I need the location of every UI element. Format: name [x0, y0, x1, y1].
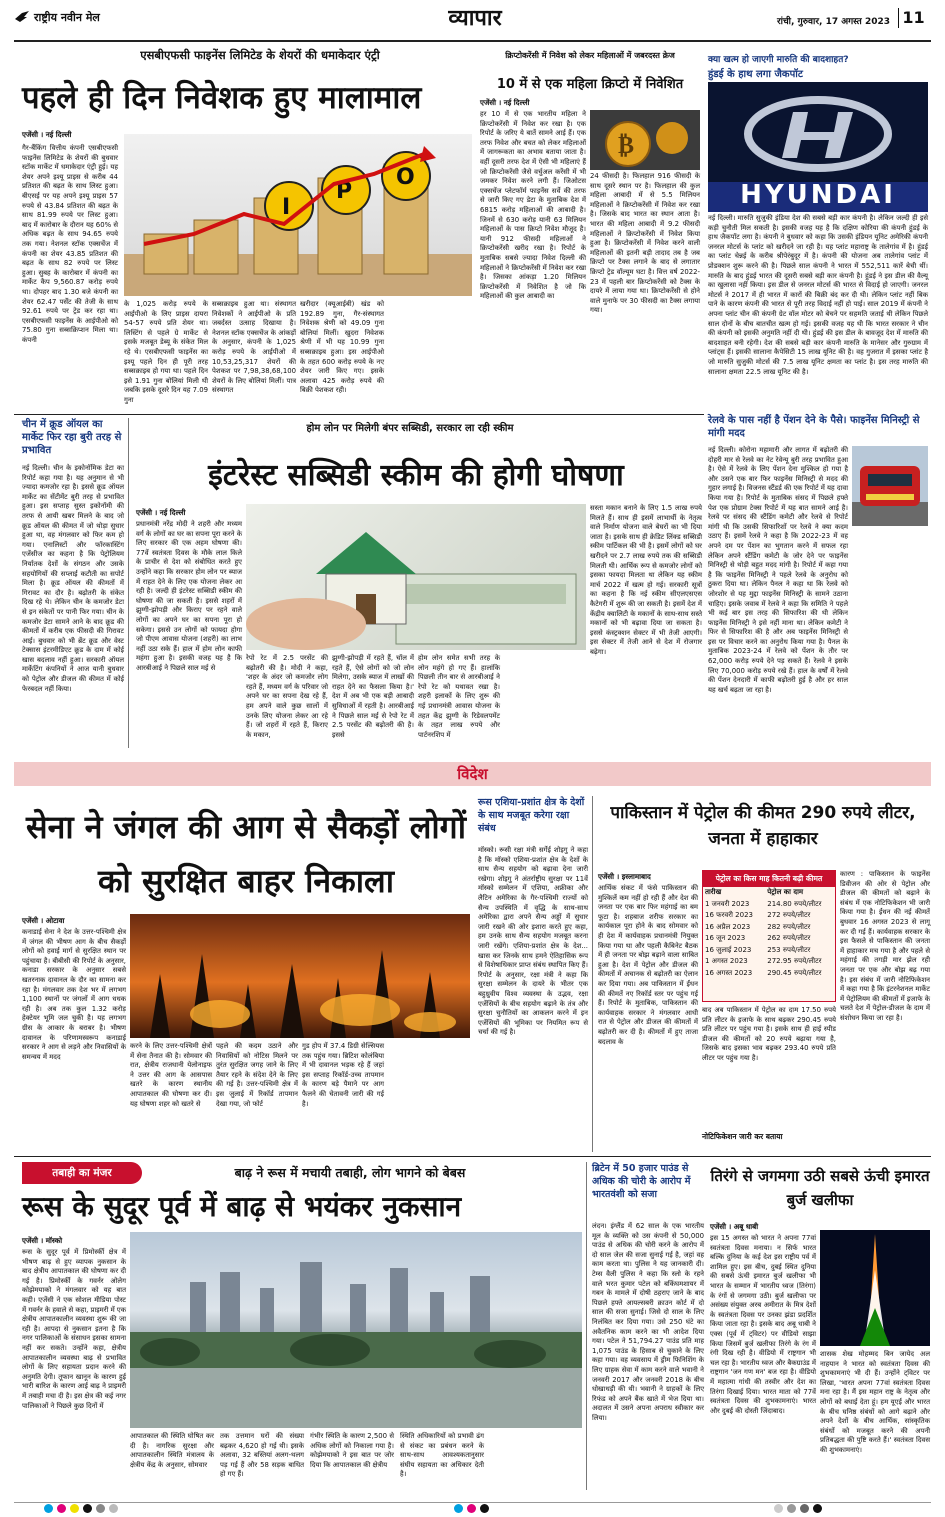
russia-asia-body: मॉस्को। रूसी रक्षा मंत्री सर्गेई शोइगु ने कहा है कि मॉस्को एशिया-प्रशांत क्षेत्र के देशों के साथ सैन्य सहयोग को बढ़ावा देना जारी रखेगा। शोइगु ने अंतर्राष्ट्रीय सुरक्षा पर 11वें मॉस्को सम्मेलन में एशिया, अफ्रीका और लैटिन अमेरिका के गैर-पश्चिमी राज्यों को सैन्य उपस्थिति में वृद्धि के साथ-साथ अमेरिका द्वारा अपने सैन्य अड्डों में सुधार जारी रखने की ओर इशारा करते हुए कहा, हम उनके साथ सैन्य सहयोग मजबूत करना जारी रखेंगे। एशिया-प्रशांत क्षेत्र के देश... खास कर जिनके साथ हमने ऐतिहासिक रूप से विशेषाधिकार प्राप्त संबंध स्थापित किए हैं। रिपोर्ट के अनुसार, रक्षा मंत्री ने कहा कि सुरक्षा सम्मेलन के दायरे के भीतर एक बहुध्रुवीय विश्व व्यवस्था के उद्भव, रक्षा एजेंसियों के बीच सहयोग बढ़ाने के तंत्र और सुरक्षा चुनौतियों का आकलन करने में इन एजेंसियों की भूमिका पर नियमित रूप से चर्चा की गई है।: [478, 846, 591, 1037]
row-date: 1 जनवरी 2023: [705, 899, 750, 908]
railway-body: नई दिल्ली। कोरोना महामारी और लागत में बढ़ोतरी की दोहरी मार से रेलवे का नेट रेवेन्यू बुरी तरह प्रभावित हुआ है। ऐसे में रेलवे के लिए पेंशन देना मुश्किल हो गया है और उसने एक बार फिर फाइनेंस मिनिस्ट्री से मदद की गुहार लगाई है। विजनस स्टैंडर्ड की एक रिपोर्ट में यह दावा किया गया है। रिपोर्ट के मुताबिक संसद में पिछले हफ्ते पेश एक प्रोग्राम टेक्स रिपोर्ट में यह बात सामने आई है। रेलवे पर संसद की स्टैंडिंग कमेटी और रेलवे से रिपोर्ट मांगी थी कि उसकी सिफारिशों पर रेलवे ने क्या कदम उठाए हैं। इसमें रेलवे ने कहा है कि 2022-23 में वह अपने दम पर पेंशन का भुगतान करने में सफल रहा लेकिन अपने स्टैंडिंग कमेटी के जोर देने पर फाइनेंस मिनिस्ट्री से थोड़ी बहुत मदद मांगी है। रिपोर्ट में कहा गया है कि फाइनेंस मिनिस्ट्री ने पहले रेलवे के अनुरोध को ठुकरा दिया था। लेकिन पैनल ने कहा था कि रेलवे को जोरशोर से यह मुद्दा फाइनेंस मिनिस्ट्री के सामने उठाना चाहिए। इसके जवाब में रेलवे ने कहा कि समिति ने पहले भी कई बार इस तरह की सिफारिश की थी लेकिन फाइनेंस मिनिस्ट्री ने इसे नहीं माना था। लेकिन कमेटी ने फिर से सिफारिश की है और अब फाइनेंस मिनिस्ट्री से इस पर विचार करने का अनुरोध किया गया है। पैनल के मुताबिक 2023-24 में रेलवे को पेंशन के तौर पर 62,000 करोड़ रुपये देने पड़ सकते हैं। रेलवे ने इसके लिए 70,000 करोड़ रुपये रखे हैं। हाल के वर्षों में रेलवे की पेंशन देनदारी में काफी बढ़ोतरी हुई है और हर साल यह खर्च बढ़ता जा रहा है।: [708, 446, 851, 694]
flood-col4: गंभीर स्थिति के कारण 2,500 से अधिक लोगों को निकाला गया है। कोझेमयाको ने इस बात पर जोर दिया कि आपातकाल की क्षेत्रीय: [310, 1432, 397, 1469]
wildfire-headline: सेना ने जंगल की आग से सैकड़ों लोगों को सुरक्षित बाहर निकाला: [25, 808, 466, 900]
row-date: 16 जून 2023: [705, 934, 746, 943]
sbfc-byline: एजेंसी । नई दिल्ली: [22, 130, 72, 139]
homeloan-col2: रेपो रेट में 2.5 परसेंट की बढ़ोतरी की है। मोदी ने कहा, 'शहर के अंदर जो कमजोर लोग रहते हैं, मध्यम वर्ग के परिवार जो अपने घर का सपना देख रहे हैं, हम अपने वाले कुछ सालों में उनके लिए योजना लेकर आ रहे हैं। जो शहरों में रहते हैं, किराए के मकान,: [246, 654, 331, 739]
wildfire-col1: कनाडाई सेना ने देश के उत्तर-पश्चिमी क्षेत्र में जंगल की भीषण आग के बीच सैकड़ों लोगों को हवाई मार्ग से सुरक्षित स्थान पर पहुंचाया है। बीबीसी की रिपोर्ट के अनुसार, कनाडा सरकार के अनुसार सबसे खतरनाक दावानल के दौर का सामना कर रहा है। मंगलवार तक देश भर में लगभग 1,100 स्थानों पर जंगलों में आग धधक रही है। अब तक कुल 1.32 करोड़ हेक्टेयर भूमि जल चुकी है। यह लगभग ग्रीस के आकार के बराबर है। भीषण दावानल के परिणामस्वरूप कनाडाई सरकार ने आग से लड़ने और निवासियों के समन्वय में मदद: [22, 928, 129, 1061]
table-title: पेट्रोल का किस माह कितनी बढ़ी कीमत: [703, 871, 835, 887]
paper-name: राष्ट्रीय नवीन मेल: [34, 10, 100, 24]
color-swatches: [44, 1498, 244, 1508]
row-price: 272.95 रुपये/लीटर: [767, 957, 822, 966]
page-number: 11: [898, 8, 928, 28]
house-money-image: [246, 504, 586, 650]
row-price: 282 रुपये/लीटर: [767, 922, 811, 931]
crypto-headline: 10 में से एक महिला क्रिप्टो में निवेशित: [496, 77, 684, 92]
pakistan-col2: बाद अब पाकिस्तान में पेट्रोल का दाम 17.50 रुपये प्रति लीटर के इजाफे के साथ बढ़कर 290.45 रुपये प्रति लीटर पर पहुंच गया है। इसके साथ ही हाई स्पीड डीजल की कीमतों को 20 रुपये बढ़ाया गया है, जिसके बाद इसका भाव बढ़कर 293.40 रुपये प्रति लीटर पर पहुंच गया है।: [702, 1006, 839, 1062]
dateline: रांची, गुरुवार, 17 अगस्त 2023: [776, 17, 890, 27]
sbfc-col4: खरीदार (क्यूआईबी) खंड को 192.89 गुना, गैर-संस्थागत निवेशक श्रेणी को 49.09 गुना बोलियां मिलीं। खुदरा निवेशक श्रेणी में भी यह 10.99 गुना सब्सक्राइब हुआ। इस आईपीओ के तहत 600 करोड़ रुपये के नए शेयर जारी किए गए। इसके अलावा 425 करोड़ रुपये की बिक्री पेशकश रही।: [300, 300, 387, 395]
row-price: 262 रुपये/लीटर: [767, 934, 811, 943]
crypto-kicker: क्रिप्टोकरेंसी में निवेश को लेकर महिलाओं में जबरदस्त क्रेज: [505, 51, 675, 60]
wildfire-col3: पहले की कदम उठाने और निवासियों को नोटिस मिलने पर तुरंत सुरक्षित जगह जाने के लिए तैयार रहने के संदेश देने के लिए की गई है। उत्तर-पश्चिमी क्षेत्र में इस जुलाई में रिकॉर्ड तापमान देखा गया, जो फोर्ट: [216, 1042, 301, 1108]
col-header-price: पेट्रोल का दाम: [767, 888, 804, 897]
britain-body: लंदन। इंग्लैंड में 62 साल के एक भारतीय मूल के व्यक्ति को उस कंपनी से 50,000 पाउंड से अधिक की चोरी करने के आरोप में दो साल जेल की सजा सुनाई गई है, जहां वह काम करता था। पुलिस ने यह जानकारी दी। टेम्स वैली पुलिस ने कहा कि स्लो के रहने वाले भरत कुमार पटेल को बकिंघमशायर में गबन के मामले में दोषी ठहराए जाने के बाद पिछले हफ्ते आयल्सबरी क्राउन कोर्ट में दो साल की सजा सुनाई। जिसे दो साल के लिए निलंबित कर दिया गया। उसे 250 घंटे का अवैतनिक काम करने का भी आदेश दिया गया। पटेल ने 51,794.27 पाउंड प्रति माह 1,075 पाउंड के हिसाब से चुकाने के लिए कहा गया। वह व्यवसाय में ड्रीम फिनिशिंग के लिए ग्राहक सेवा में काम करने वाले भवानी ने जनवरी 2017 और जनवरी 2018 के बीच धोखाधड़ी की थी। भवानी ने ग्राहकों के लिए रिफंड को अपने बैंक खाते में भेज दिया था। अदालत में उसने अपना अपराध स्वीकार कर लिया।: [592, 1222, 707, 1422]
svg-text:P: P: [336, 179, 353, 204]
pakistan-subhead: नोटिफिकेशन जारी कर बताया: [702, 1132, 783, 1141]
sbfc-headline: पहले ही दिन निवेशक हुए मालामाल: [22, 80, 422, 116]
hyundai-headline: हुंडई के हाथ लगा जैकपॉट: [708, 69, 803, 80]
hyundai-image: [708, 82, 928, 212]
footer-registration: [14, 1494, 931, 1512]
row-price: 290.45 रुपये/लीटर: [767, 968, 822, 977]
row-price: 214.80 रुपये/लीटर: [767, 899, 822, 908]
section-title: व्यापार: [448, 5, 502, 31]
flood-byline: एजेंसी । मॉस्को: [22, 1236, 63, 1245]
homeloan-col5: सस्ता मकान बनाने के लिए 1.5 लाख रुपये मिलते हैं। साथ ही इसमें लाभार्थी के नेतृत्व वाले निर्माण योजना वाले बेघरों का भी दिया जाता है। इसके साथ ही क्रेडिट लिंक्ड सब्सिडी स्कीम पार्टिकल की भी है। इसमें लोगों को घर खरीदने पर 2.7 लाख रुपये तक की सब्सिडी मिलती थी। आर्थिक रूप से कमजोर लोगों को इसका फायदा मिलता था लेकिन यह स्कीम मार्च 2022 में खत्म हो गई। सरकारी सूत्रों का कहना है कि नई स्कीम सीएलएसएस कैटेगरी में शुरू की जा सकती है। इसमें देश में केंद्रीय क्वालिटी के मकानों के साथ-साथ सस्ते मकानों को भी बढ़ावा दिया जा सकता है। इससे कंस्ट्रक्शन सेक्टर में भी तेजी आएगी। इस सेक्टर में तेजी आने से देश में रोजगार बढ़ेगा।: [590, 504, 705, 656]
flood-col2: आपातकाल की स्थिति घोषित कर दी है। नागरिक सुरक्षा और आपातकालीन स्थिति मंत्रालय के क्षेत्रीय केंद्र के अनुसार, सोमवार: [130, 1432, 217, 1469]
crypto-col1: हर 10 में से एक भारतीय महिला ने क्रिप्टोकरेंसी में निवेश कर रखा है। एक रिपोर्ट के जरिए ये बातें सामने आई हैं। एक तरफ निवेश और बचत को लेकर महिलाओं में जागरूकता का अभाव बताया जाता है। वहीं दूसरी तरफ देश में ऐसी भी महिलाएं हैं जो क्रिप्टोकरेंसी जैसे वर्चुअल करेंसी में भी जमकर निवेश करने लगी हैं। जिओटस एक्सचेंज प्लेटफॉर्म फाइनेंस सर्वे की तरफ से जारी किए गए डेटा के मुताबिक देश में 6815 करोड़ महिलाओं की आबादी है। जिनमें से 630 करोड़ यानी 63 मिलियन महिलाओं के पास क्रिप्टो निवेश मौजूद है। यानी 912 फीसदी महिलाओं ने क्रिप्टोकरेंसी खरीद रखा है। रिपोर्ट के मुताबिक सबसे ज्यादा निवेश दिल्ली की महिलाओं ने क्रिप्टोकरेंसी में निवेश कर रखा है। जिसका आंकड़ा 1.20 मिलियन क्रिप्टोकरेंसी में निवेशित है जो कि महिलाओं की कुल आबादी का: [480, 110, 589, 301]
flood-headline: रूस के सुदूर पूर्व में बाढ़ से भयंकर नुकसान: [22, 1190, 462, 1223]
pakistan-byline: एजेंसी । इस्लामाबाद: [598, 872, 651, 881]
hyundai-kicker: क्या खत्म हो जाएगी मारुति की बादशाहत?: [708, 55, 849, 65]
ipo-image: [124, 134, 472, 296]
crypto-byline: एजेंसी । नई दिल्ली: [480, 98, 530, 107]
hyundai-logo-text: HYUNDAI: [740, 180, 896, 210]
table-row: [703, 956, 835, 968]
hyundai-body: नई दिल्ली। मारुति सुजुकी इंडिया देश की सबसे बड़ी कार कंपनी है। लेकिन जल्दी ही इसे कड़ी चुनौती मिल सकती है। इसकी वजह यह है कि दक्षिण कोरिया की कंपनी हुंडई के हाथ जैकपॉट लगा है। कंपनी ने बुधवार को कहा कि उसकी इंडियन यूनिट अमेरिकी कंपनी जनरल मोटर्स के प्लांट को खरीदने जा रही है। यह प्लांट महाराष्ट्र के तालेगांव में है। हुंडई का प्लांट चेन्नई के करीब श्रीपेरंबुदूर में है। कंपनी की योजना अब तालेगांव प्लांट में प्रोडक्शन शुरू करने की है। पिछले साल कंपनी ने भारत में 552,511 कारें बेची थीं। मारुति के बाद हुंडई भारत की दूसरी सबसे बड़ी कार कंपनी है। हुंडई ने इस डील की वैल्यू का खुलासा नहीं किया। इस डील से जनरल मोटर्स की भारत से विदाई हो जाएगी। जनरल मोटर्स ने 2017 में ही भारत में कारों की बिक्री बंद कर दी थी। लेकिन प्लांट नहीं बिक पाने के कारण कंपनी की भारत से पूरी तरह विदाई नहीं हो पाई। साल 2019 में कंपनी ने अपना प्लांट चीन की कंपनी ग्रेट वॉल मोटर को बेचने पर सहमति जताई थी लेकिन पिछले साल दोनों के बीच बातचीत खत्म हो गई। इसकी वजह यह थी कि भारत सरकार ने चीन की कंपनी को इसकी अनुमति नहीं दी थी। हुंडई की इस डील के बावजूद देश में मारुति की बादशाहत बनी रहेगी। देश की सबसे बड़ी कार कंपनी मारुति के मानेसर और गुरुग्राम में प्लांट्स हैं। इसकी सालाना कैपेसिटी 15 लाख यूनिट की है। वह गुजरात में इसका प्लांट है जो मारुति सुजुकी मोटर्स की 7.5 लाख यूनिट क्षमता का प्लांट है। इस तरह मारुति की सालाना क्षमता 22.5 लाख यूनिट की है।: [708, 214, 931, 376]
burj-col1: इस 15 अगस्त को भारत ने अपना 77वां स्वतंत्रता दिवस मनाया। न सिर्फ भारत बल्कि दुनिया के कई देश इस राष्ट्रीय पर्व में शामिल हुए। इस बीच, दुबई स्थित दुनिया की सबसे ऊंची इमारत बुर्ज खलीफा भी भारत के सम्मान में भारतीय ध्वज (तिरंगा) के रंगों से जगमगा उठी। बुर्ज खलीफा पर असंख्य संयुक्त अरब अमीरात के मित्र देशों के स्वतंत्रता दिवस पर उनका झंडा प्रदर्शित किया जाता रहा है। इसके बाद अबू धाबी ने एक्स (पूर्व में ट्विटर) पर वीडियो साझा किया जिसमें बुर्ज खलीफा तिरंगे के रंग में रंगी दिख रही है। वीडियो में राष्ट्रगान भी चल रहा है। भारतीय ध्वज और बैकग्राउंड में राष्ट्रगान 'जन गण मन' बज रहा है। वीडियो में महात्मा गांधी की तस्वीर और देश का तिरंगा दिखाई दिया। भारत माता को 77वें स्वतंत्रता दिवस की शुभकामनाएं। भारत और दुबई की दोस्ती जिंदाबाद।: [710, 1234, 819, 1415]
flood-kicker: बाढ़ ने रूस में मचायी तबाही, लोग भागने को बेबस: [234, 1165, 466, 1180]
col-header-date: तारीख: [705, 888, 722, 897]
videsh-band: [14, 762, 931, 786]
flood-tag: [22, 1162, 142, 1184]
flood-col1: रूस के सुदूर पूर्व में प्रिमोर्स्की क्षेत्र में भीषण बाढ़ से हुए व्यापक नुकसान के बाद क्षेत्रीय आपातकाल की घोषणा कर दी गई है। प्रिमोर्स्की के गवर्नर ओलेग कोझेमयाको ने मंगलवार को यह बात कही। एजेंसी ने एक सोशल मीडिया पोस्ट में गवर्नर के हवाले से कहा, प्राइमरी में एक क्षेत्रीय आपातकालीन व्यवस्था शुरू की जा रही है। आपदा से नुकसान इतना है कि नगर पालिकाओं के संसाधन इसका सामना नहीं कर सकते। उन्होंने कहा, क्षेत्रीय आपातकालीन व्यवस्था बाढ़ से प्रभावित लोगों के लिए सहायता प्रदान करने की अनुमति देगी। तूफान खानून के कारण हुई भारी बारिश के कारण आई बाढ़ ने प्राइमरी में तबाही मचा दी है। इस क्षेत्र की कई नगर पालिकाओं ने पिछले कुछ दिनों में: [22, 1248, 129, 1410]
sbfc-col2: के 1,025 करोड़ रुपये के आईपीओ के लिए प्राइस दायरा 54-57 रुपये प्रति शेयर था। लिस्टिंग से पहले ग्रे मार्केट से इसके मजबूत डेब्यू के संकेत मिल रहे थे। एसबीएफसी फाइनेंस का इश्यू पहले दिन ही पूरी तरह सब्सक्राइब हो गया था। पहले दिन इसे 1.91 गुना बोलियां मिली थी जबकि इसके दूसरे दिन यह 7.09 गुना: [124, 300, 211, 404]
table-row: [703, 910, 835, 922]
videsh-label: विदेश: [457, 765, 488, 783]
sbfc-col1: गैर-बैंकिंग वित्तीय कंपनी एसबीएफसी फाइनेंस लिमिटेड के शेयरों की बुधवार स्टॉक मार्केट में धमाकेदार एंट्री हुई। यह शेयर अपने इश्यू प्राइस से करीब 44 प्रतिशत की बढ़त के साथ लिस्ट हुआ। बीएसई पर यह अपने इश्यू प्राइस 57 रुपये से 43.84 प्रतिशत की बढ़त के साथ 81.99 रुपये पर लिस्ट हुआ। बाद में कारोबार के दौरान यह 60% से अधिक बढ़त के साथ 94.65 रुपये तक गया। नेशनल स्टॉक एक्सचेंज में कंपनी का शेयर 43.85 प्रतिशत की बढ़त के साथ 82 रुपये पर लिस्ट हुआ। सुबह के कारोबार में कंपनी का मार्केट कैप 9,560.87 करोड़ रुपये था। दोपहर बाद 1.30 बजे कंपनी का शेयर 62.47 पर्सेंट की तेजी के साथ 92.61 रुपये पर ट्रेड कर रहा था। एसबीएफसी फाइनेंस के आईपीओ को 75.80 गुना सब्सक्रिप्शन मिला था। कंपनी: [22, 144, 121, 344]
table-row: [703, 968, 835, 980]
homeloan-kicker: होम लोन पर मिलेगी बंपर सब्सिडी, सरकार ला रही स्कीम: [306, 423, 514, 434]
homeloan-col3: झुग्गी-झोपड़ी में रहते हैं, चॉल में रहते हैं, ऐसे लोगों को जो लोन मिलेगा, उसके ब्याज में लाखों की राहत देने का फैसला किया है।' देश में अब भी एक बड़ी आबादी सुविधाओं में रहती है। आरबीआई ने पिछले साल मई से रेपो रेट में 2.5 परसेंट की बढ़ोतरी की है। इससे: [332, 654, 417, 739]
burj-headline: तिरंगे से जगमगा उठी सबसे ऊंची इमारत बुर्ज खलीफा: [710, 1167, 930, 1209]
wildfire-byline: एजेंसी । ओटावा: [22, 916, 65, 925]
row-date: 1 अगस्त 2023: [705, 957, 748, 966]
train-image: [852, 446, 928, 526]
table-row: [703, 945, 835, 957]
row-date: 16 अगस्त 2023: [705, 968, 753, 977]
color-swatches-right: [774, 1498, 924, 1508]
color-swatches-center: [454, 1498, 514, 1508]
bird-logo-icon: [14, 10, 30, 24]
svg-text:I: I: [282, 195, 291, 220]
sbfc-col5-cont: [388, 300, 472, 410]
crude-headline: चीन में क्रूड ऑयल का मार्केट फिर रहा बुरी तरह से प्रभावित: [22, 419, 122, 456]
table-row: [703, 899, 835, 911]
pakistan-col3: कारण : पाकिस्तान के फाइनेंस डिवीजन की ओर से पेट्रोल और डीजल की कीमतों को बढ़ाने के संबंध में एक नोटिफिकेशन भी जारी किया गया है। ईंधन की नई कीमतें बुधवार 16 अगस्त 2023 से लागू कर दी गई हैं। कार्यवाहक सरकार के इस फैसले से पाकिस्तान की जनता में हाहाकार मच गया है और पहले से महंगाई की तगड़ी मार झेल रही जनता पर एक और बोझ बढ़ गया है। इस संबंध में जारी नोटिफिकेशन में कहा गया है कि इंटरनेशनल मार्केट में पेट्रोलियम की कीमतों में इजाफे के चलते देश में पेट्रोल-डीजल के दाम में संशोधन किया जा रहा है।: [840, 870, 933, 1022]
row-price: 253 रुपये/लीटर: [767, 945, 811, 954]
row-price: 272 रुपये/लीटर: [767, 911, 811, 920]
wildfire-col4: गुड होप में 37.4 डिग्री सेल्सियस तक पहुंच गया। ब्रिटिश कोलंबिया में भी दावानल भड़क रहे हैं जहां इस सप्ताह रिकॉर्ड-उच्च तापमान के कारण बड़े पैमाने पर आग फैलने की चेतावनी जारी की गई है।: [302, 1042, 387, 1108]
homeloan-byline: एजेंसी । नई दिल्ली: [136, 508, 186, 517]
crude-body: नई दिल्ली। चीन के इकोनॉमिक डेटा का रिपोर्ट कहा गया है। यह अनुमान से भी ज्यादा कमजोर रहा है। इससे क्रूड ऑयल मार्केट का सेंटीमेंट बुरी तरह से प्रभावित हुआ। इस सप्ताह सुस्त इकोनॉमी की तरफ से आयी खबर मिलने के बाद जो क्रूड ऑयल की कीमत में जो थोड़ा सुधार हुआ था, वह मंगलवार को फिर कम हो गया। एनालिस्टों और फॉरकास्टिंग एजेंसीज का कहना है कि पेट्रोलियम निर्यातक देशों के संगठन और उसके सहयोगियों की सप्लाई कटौती का सपोर्ट मिला है। क्रूड ऑयल की कीमतों में गिरावट का दौर है। बढ़ोतरी के संकेत दिख रहे थे। लेकिन चीन के कमजोर डेटा से इन संकेतों पर पानी फिर गया। चीन के कमजोर डेटा सामने आने के बाद क्रूड की कीमतों में करीब एक फीसदी की गिरावट आई। बुधवार को भी ब्रेंट क्रूड और वेस्ट टेक्सास इंटरमीडिएट क्रूड के दाम में कोई खास बदलाव नहीं हुआ। सरकारी ऑयल मार्केटिंग कंपनियों ने आज यानी बुधवार को पेट्रोल और डीजल की कीमत में कोई फेरबदल नहीं किया।: [22, 464, 127, 693]
row-date: 16 जुलाई 2023: [705, 945, 752, 954]
row-date: 16 अप्रैल 2023: [705, 922, 751, 931]
masthead: [0, 0, 945, 44]
pakistan-col1: आर्थिक संकट में फंसे पाकिस्तान की मुश्किलें कम नहीं हो रही हैं और देश की जनता पर एक बार फिर महंगाई का बम फूटा है। शहबाज शरीफ सरकार का कार्यकाल पूरा होने के बाद सोमवार को ही देश में कार्यवाहक प्रधानमंत्री नियुक्त किया गया था और पहली कैबिनेट बैठक में ही जनता पर बोझ बढ़ाने वाला साबित हुआ है। देश में पेट्रोल और डीजल की कीमतों में अचानक से बढ़ोतरी का ऐलान कर दिया गया। अब पाकिस्तान में ईंधन की कीमतें नए रिकॉर्ड स्तर पर पहुंच गई हैं। रिपोर्ट के मुताबिक, पाकिस्तान की कार्यवाहक सरकार ने मंगलवार आधी रात से पेट्रोल और डीजल की कीमतों में बढ़ोतरी कर दी है। कीमतों में हुए ताजा बदलाव के: [598, 884, 701, 1046]
wildfire-col5: [388, 1042, 470, 1150]
crypto-col2: 24 फीसदी है। फिलहाल 916 फीसदी के साथ दूसरे स्थान पर है। फिलहाल की कुल महिला आबादी में से 5.5 मिलियन महिलाओं ने क्रिप्टोकरेंसी में निवेश कर रखा है। जिसके बाद भारत का स्थान आता है। भारत की महिला आबादी में 9.2 फीसदी महिलाओं ने क्रिप्टोकरेंसी में निवेश किया हुआ है। क्रिप्टोकरेंसी में निवेश करने वाली महिलाओं की इतनी बड़ी तादाद तब है जब क्रिप्टो पर टैक्स लगाने के बाद से लगातार क्रिप्टो ट्रेड वॉल्यूम घटा है। वित्त वर्ष 2022-23 में पहली बार क्रिप्टोकरेंसी को टैक्स के दायरे में लाया गया था। क्रिप्टोकरेंसी से होने वाले मुनाफे पर 30 फीसदी का टैक्स लगाया गया।: [590, 172, 703, 315]
row-date: 16 फरवरी 2023: [705, 911, 753, 920]
russia-asia-headline: रूस एशिया-प्रशांत क्षेत्र के देशों के साथ मजबूत करेगा रक्षा संबंध: [478, 797, 585, 834]
crypto-image: [590, 110, 700, 170]
svg-text:O: O: [396, 165, 415, 190]
petrol-price-table: [702, 870, 836, 1002]
sbfc-kicker: एसबीएफसी फाइनेंस लिमिटेड के शेयरों की धमाकेदार एंट्री: [140, 48, 380, 62]
railway-headline: रेलवे के पास नहीं है पेंशन देने के पैसे। फाइनेंस मिनिस्ट्री से मांगी मदद: [708, 415, 920, 439]
paper-logo: [14, 6, 194, 28]
homeloan-headline: इंटरेस्ट सब्सिडी स्कीम की होगी घोषणा: [208, 458, 624, 493]
britain-headline: ब्रिटेन में 50 हजार पाउंड से अधिक की चोरी के आरोप में भारतवंशी को सजा: [592, 1163, 691, 1200]
svg-text:₿: ₿: [618, 131, 635, 159]
forest-fire-image: [130, 914, 470, 1038]
homeloan-col1: प्रधानमंत्री नरेंद्र मोदी ने शहरी और मध्यम वर्ग के लोगों का घर का सपना पूरा करने के लिए सरकार की एक अहम घोषणा की। 77वें स्वतंत्रता दिवस के मौके लाल किले के प्राचीर से देश को संबोधित करते हुए उन्होंने कहा कि सरकार होम लोन पर ब्याज में राहत देने के लिए एक योजना लेकर आ रही है। जल्दी ही इंटरेस्ट सब्सिडी स्कीम की घोषणा की जा सकती है। इससे शहरों में झुग्गी-झोपड़ी और किराए पर रहने वाले लोगों का अपने घर का सपना पूरा हो सकेगा। इससे उन लोगों को फायदा होगा जो पीएम आवास योजना (शहरी) का लाभ नहीं उठा सके हैं। हाल में होम लोन काफी महंगा हुआ है। इसकी वजह यह है कि आरबीआई ने पिछले साल मई से: [136, 520, 245, 672]
price-table: [703, 887, 835, 979]
flood-col5: स्थिति अधिकारियों को प्रभावी ढंग से संकट का प्रबंधन करने के साथ-साथ आवश्यकतानुसार संघीय सहायता का अधिकार देती है।: [400, 1432, 487, 1479]
flood-col3: तक उत्तमान घरों की संख्या बढ़कर 4,620 हो गई थी। इसके अलावा, 32 बस्तियां अलग-थलग पड़ गई हैं और 58 सड़क बाधित हो गए हैं।: [220, 1432, 307, 1479]
pakistan-headline: पाकिस्तान में पेट्रोल की कीमत 290 रुपये लीटर, जनता में हाहाकार: [610, 803, 916, 849]
wildfire-col2: करने के लिए उत्तर-पश्चिमी क्षेत्रों में सेना तैनात की है। सोमवार की रात, क्षेत्रीय राजधानी येलोनाइफ ने उत्तर की आग के आसपास खतरे के कारण स्थानीय आपातकाल की घोषणा कर दी। यह घोषणा शहर को खतरे से: [130, 1042, 215, 1108]
table-row: [703, 922, 835, 934]
flood-image: [130, 1232, 582, 1428]
sbfc-col3: सब्सक्राइब हुआ था। संस्थागत निवेशकों ने आईपीओ के प्रति जबर्दस्त उत्साह दिखाया है। नेशनल स्टॉक एक्सचेंज के आंकड़ों के अनुसार, कंपनी के 1,025 करोड़ रुपये के आईपीओ में 10,53,25,317 शेयरों की पेशकश पर 7,98,38,68,100 शेयरों के लिए बोलियां मिलीं। पात्र संस्थागत: [212, 300, 299, 395]
flood-tag-label: तबाही का मंजर: [52, 1167, 112, 1179]
burj-byline: एजेंसी । अबू धाबी: [710, 1222, 759, 1231]
burj-col2: शासक शेख मोहम्मद बिन जायेद अल नाहयान ने भारत को स्वतंत्रता दिवस की शुभकामनाएं भी दी हैं। उन्होंने ट्विटर पर लिखा, 'भारत अपना 77वां स्वतंत्रता दिवस मना रहा है। मैं इस महान राष्ट्र के नेतृत्व और लोगों को बधाई देता हूं। हम यूएई और भारत के बीच घनिष्ठ संबंधों को आगे बढ़ाने और अपने देशों के बीच आर्थिक, सांस्कृतिक संबंधों को मजबूत करने की अपनी प्रतिबद्धता की पुष्टि करते हैं।' स्वतंत्रता दिवस की शुभकामनाएं।: [820, 1350, 933, 1454]
table-header-row: [703, 887, 835, 899]
homeloan-col4: होम लोन समेत सभी तरह के लोन महंगे हो गए हैं। हालांकि पिछली तीन बार से आरबीआई ने रेपो रेट को यथावत रखा है। शहरी इलाकों के लिए शुरू की गई प्रधानमंत्री आवास योजना के तहत केंद्र झुग्गी के रिडेवलपमेंट के तहत लाख रुपये और पार्टनरशिप में: [418, 654, 503, 739]
table-row: [703, 933, 835, 945]
burj-khalifa-image: [820, 1230, 930, 1346]
